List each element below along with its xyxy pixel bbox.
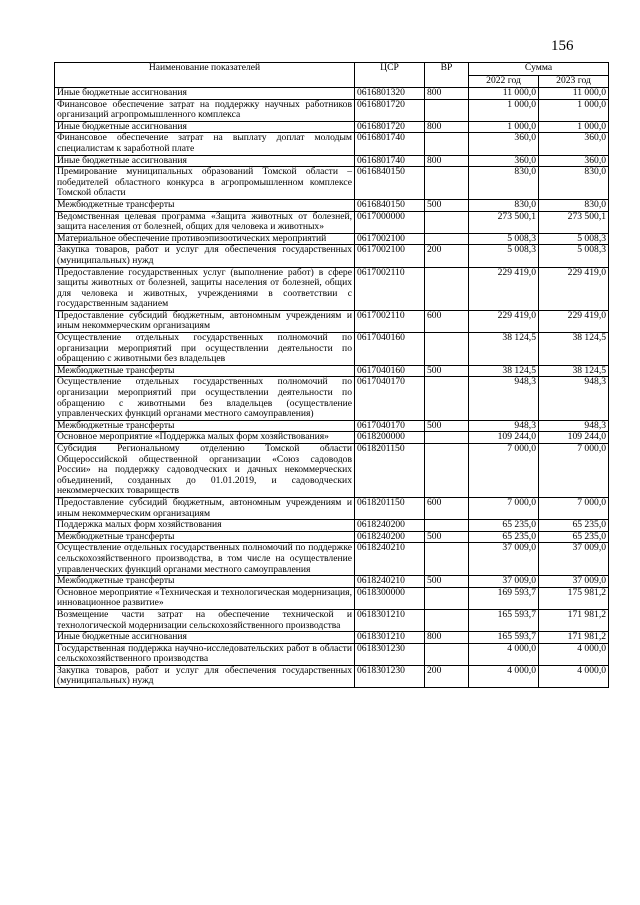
row-sum-2022: 5 008,3	[469, 245, 539, 267]
row-name: Закупка товаров, работ и услуг для обеспечения государственных (муниципальных) нужд	[55, 245, 355, 267]
table-row	[55, 543, 609, 576]
row-csr: 0617040170	[355, 420, 425, 432]
row-vr	[425, 643, 469, 665]
row-sum-2022: 7 000,0	[469, 444, 539, 498]
row-sum-2022: 273 500,1	[469, 211, 539, 233]
row-csr: 0616801740	[355, 155, 425, 167]
row-sum-2023: 38 124,5	[539, 333, 609, 366]
row-vr	[425, 99, 469, 121]
row-sum-2023: 1 000,0	[539, 99, 609, 121]
row-sum-2023: 37 009,0	[539, 543, 609, 576]
row-sum-2023: 65 235,0	[539, 520, 609, 532]
row-sum-2023: 229 419,0	[539, 310, 609, 332]
row-name: Закупка товаров, работ и услуг для обеспечения государственных (муниципальных) нужд	[55, 665, 355, 687]
row-sum-2022: 169 593,7	[469, 587, 539, 609]
table-row	[55, 643, 609, 665]
row-sum-2022: 948,3	[469, 420, 539, 432]
row-vr	[425, 377, 469, 420]
row-sum-2022: 65 235,0	[469, 520, 539, 532]
table-row	[55, 665, 609, 687]
row-sum-2022: 1 000,0	[469, 99, 539, 121]
table-row	[55, 133, 609, 155]
row-sum-2023: 5 008,3	[539, 245, 609, 267]
row-sum-2023: 1 000,0	[539, 121, 609, 133]
row-name: Межбюджетные трансферты	[55, 365, 355, 377]
row-sum-2022: 37 009,0	[469, 576, 539, 588]
row-name: Возмещение части затрат на обеспечение технической и технологической модернизации сельскохозяйственного производства	[55, 609, 355, 631]
row-sum-2022: 37 009,0	[469, 543, 539, 576]
row-csr: 0618300000	[355, 587, 425, 609]
row-sum-2022: 11 000,0	[469, 88, 539, 100]
row-vr	[425, 609, 469, 631]
table-row	[55, 310, 609, 332]
row-sum-2023: 171 981,2	[539, 632, 609, 644]
row-vr: 800	[425, 632, 469, 644]
row-sum-2023: 948,3	[539, 377, 609, 420]
row-csr: 0617002100	[355, 233, 425, 245]
row-sum-2022: 38 124,5	[469, 365, 539, 377]
table-row	[55, 497, 609, 519]
row-csr: 0616801320	[355, 88, 425, 100]
row-sum-2023: 830,0	[539, 167, 609, 200]
row-csr: 0618240210	[355, 576, 425, 588]
budget-table	[54, 62, 609, 688]
row-name: Ведомственная целевая программа «Защита животных от болезней, защита населения от болезней, общих для человека и животных»	[55, 211, 355, 233]
row-sum-2023: 109 244,0	[539, 432, 609, 444]
table-row	[55, 576, 609, 588]
table-row	[55, 444, 609, 498]
row-csr: 0616801720	[355, 99, 425, 121]
row-name: Субсидия Региональному отделению Томской области Общероссийской общественной организации «Союз садоводов России» на поддержку садоводческих и дачных некоммерческих объединений, созданных до 01.01.2019, и садоводческих некоммерческих товариществ	[55, 444, 355, 498]
row-sum-2023: 171 981,2	[539, 609, 609, 631]
row-sum-2023: 4 000,0	[539, 643, 609, 665]
table-row	[55, 609, 609, 631]
row-sum-2023: 229 419,0	[539, 267, 609, 310]
row-csr: 0618301210	[355, 609, 425, 631]
row-vr	[425, 432, 469, 444]
table-row	[55, 520, 609, 532]
row-csr: 0617040160	[355, 365, 425, 377]
row-vr: 800	[425, 88, 469, 100]
row-sum-2023: 360,0	[539, 155, 609, 167]
table-body	[55, 88, 609, 688]
row-vr	[425, 167, 469, 200]
row-sum-2022: 360,0	[469, 133, 539, 155]
row-csr: 0618240200	[355, 520, 425, 532]
row-csr: 0618201150	[355, 444, 425, 498]
header-year-2023: 2023 год	[539, 76, 609, 88]
table-row	[55, 245, 609, 267]
table-row	[55, 267, 609, 310]
row-sum-2022: 38 124,5	[469, 333, 539, 366]
row-sum-2022: 165 593,7	[469, 632, 539, 644]
table-row	[55, 99, 609, 121]
table-row	[55, 432, 609, 444]
row-vr	[425, 520, 469, 532]
table-row	[55, 531, 609, 543]
table-row	[55, 121, 609, 133]
row-sum-2022: 4 000,0	[469, 665, 539, 687]
row-sum-2023: 360,0	[539, 133, 609, 155]
table-row	[55, 377, 609, 420]
header-year-2022: 2022 год	[469, 76, 539, 88]
row-vr: 600	[425, 497, 469, 519]
header-vr: ВР	[425, 63, 469, 88]
table-row	[55, 420, 609, 432]
row-vr	[425, 233, 469, 245]
row-sum-2023: 11 000,0	[539, 88, 609, 100]
table-header	[55, 63, 609, 88]
row-sum-2023: 4 000,0	[539, 665, 609, 687]
row-vr	[425, 267, 469, 310]
row-vr: 800	[425, 155, 469, 167]
row-sum-2022: 65 235,0	[469, 531, 539, 543]
row-sum-2022: 830,0	[469, 167, 539, 200]
row-sum-2023: 830,0	[539, 199, 609, 211]
table-row	[55, 211, 609, 233]
page-number: 156	[551, 38, 574, 54]
row-csr: 0618240200	[355, 531, 425, 543]
row-sum-2023: 37 009,0	[539, 576, 609, 588]
table-row	[55, 587, 609, 609]
header-sum: Сумма	[469, 63, 609, 76]
row-name: Предоставление субсидий бюджетным, автономным учреждениям и иным некоммерческим организациям	[55, 497, 355, 519]
row-csr: 0618200000	[355, 432, 425, 444]
row-sum-2022: 4 000,0	[469, 643, 539, 665]
header-csr: ЦСР	[355, 63, 425, 88]
row-vr: 500	[425, 531, 469, 543]
row-name: Иные бюджетные ассигнования	[55, 632, 355, 644]
row-vr	[425, 211, 469, 233]
row-csr: 0617002110	[355, 267, 425, 310]
row-sum-2022: 7 000,0	[469, 497, 539, 519]
row-name: Осуществление отдельных государственных полномочий по поддержке сельскохозяйственного производства, в том числе на осуществление управленческих функций органами местного самоуправления	[55, 543, 355, 576]
table-row	[55, 167, 609, 200]
row-csr: 0616840150	[355, 199, 425, 211]
row-vr: 500	[425, 576, 469, 588]
row-name: Иные бюджетные ассигнования	[55, 121, 355, 133]
row-vr: 500	[425, 365, 469, 377]
header-name: Наименование показателей	[55, 63, 355, 88]
row-name: Предоставление государственных услуг (выполнение работ) в сфере защиты животных от болезней, защиты населения от болезней, общих для человека и животных, учреждениями в соответствии с государственным заданием	[55, 267, 355, 310]
row-name: Финансовое обеспечение затрат на выплату доплат молодым специалистам к заработной плате	[55, 133, 355, 155]
table-row	[55, 155, 609, 167]
row-sum-2023: 175 981,2	[539, 587, 609, 609]
row-vr	[425, 133, 469, 155]
row-sum-2022: 229 419,0	[469, 310, 539, 332]
row-vr	[425, 587, 469, 609]
table-row	[55, 233, 609, 245]
row-vr: 600	[425, 310, 469, 332]
row-sum-2022: 948,3	[469, 377, 539, 420]
row-name: Осуществление отдельных государственных полномочий по организации мероприятий при осуществлении деятельности по обращению с животными без владельцев (осуществление управленческих функций органами местного самоуправления)	[55, 377, 355, 420]
row-csr: 0618301230	[355, 643, 425, 665]
row-name: Межбюджетные трансферты	[55, 576, 355, 588]
row-csr: 0617040160	[355, 333, 425, 366]
row-sum-2023: 38 124,5	[539, 365, 609, 377]
row-sum-2023: 7 000,0	[539, 444, 609, 498]
row-csr: 0616801720	[355, 121, 425, 133]
row-vr: 800	[425, 121, 469, 133]
row-sum-2023: 273 500,1	[539, 211, 609, 233]
row-name: Осуществление отдельных государственных полномочий по организации мероприятий при осуществлении деятельности по обращению с животными без владельцев	[55, 333, 355, 366]
row-csr: 0617040170	[355, 377, 425, 420]
row-vr: 500	[425, 420, 469, 432]
row-sum-2023: 5 008,3	[539, 233, 609, 245]
row-sum-2022: 830,0	[469, 199, 539, 211]
row-name: Государственная поддержка научно-исследовательских работ в области сельскохозяйственного производства	[55, 643, 355, 665]
row-name: Основное мероприятие «Поддержка малых форм хозяйствования»	[55, 432, 355, 444]
row-sum-2022: 229 419,0	[469, 267, 539, 310]
row-name: Материальное обеспечение противоэпизоотических мероприятий	[55, 233, 355, 245]
row-name: Финансовое обеспечение затрат на поддержку научных работников организаций агропромышленного комплекса	[55, 99, 355, 121]
row-sum-2022: 5 008,3	[469, 233, 539, 245]
row-csr: 0617002100	[355, 245, 425, 267]
row-csr: 0618240210	[355, 543, 425, 576]
row-sum-2022: 1 000,0	[469, 121, 539, 133]
row-name: Межбюджетные трансферты	[55, 420, 355, 432]
row-sum-2022: 165 593,7	[469, 609, 539, 631]
row-name: Предоставление субсидий бюджетным, автономным учреждениям и иным некоммерческим организациям	[55, 310, 355, 332]
row-sum-2023: 65 235,0	[539, 531, 609, 543]
row-csr: 0618201150	[355, 497, 425, 519]
table-row	[55, 632, 609, 644]
row-sum-2022: 360,0	[469, 155, 539, 167]
row-csr: 0616840150	[355, 167, 425, 200]
row-vr: 500	[425, 199, 469, 211]
row-vr: 200	[425, 665, 469, 687]
row-sum-2022: 109 244,0	[469, 432, 539, 444]
row-vr: 200	[425, 245, 469, 267]
row-vr	[425, 333, 469, 366]
row-name: Иные бюджетные ассигнования	[55, 88, 355, 100]
row-vr	[425, 444, 469, 498]
row-csr: 0617002110	[355, 310, 425, 332]
row-csr: 0617000000	[355, 211, 425, 233]
row-sum-2023: 7 000,0	[539, 497, 609, 519]
row-name: Премирование муниципальных образований Томской области – победителей областного конкурса в агропромышленном комплексе Томской области	[55, 167, 355, 200]
row-name: Межбюджетные трансферты	[55, 199, 355, 211]
table-row	[55, 199, 609, 211]
row-csr: 0616801740	[355, 133, 425, 155]
row-name: Основное мероприятие «Техническая и технологическая модернизация, инновационное развитие»	[55, 587, 355, 609]
row-vr	[425, 543, 469, 576]
row-sum-2023: 948,3	[539, 420, 609, 432]
row-csr: 0618301230	[355, 665, 425, 687]
table-row	[55, 365, 609, 377]
table-row	[55, 333, 609, 366]
table-row	[55, 88, 609, 100]
row-csr: 0618301210	[355, 632, 425, 644]
row-name: Иные бюджетные ассигнования	[55, 155, 355, 167]
row-name: Межбюджетные трансферты	[55, 531, 355, 543]
row-name: Поддержка малых форм хозяйствования	[55, 520, 355, 532]
